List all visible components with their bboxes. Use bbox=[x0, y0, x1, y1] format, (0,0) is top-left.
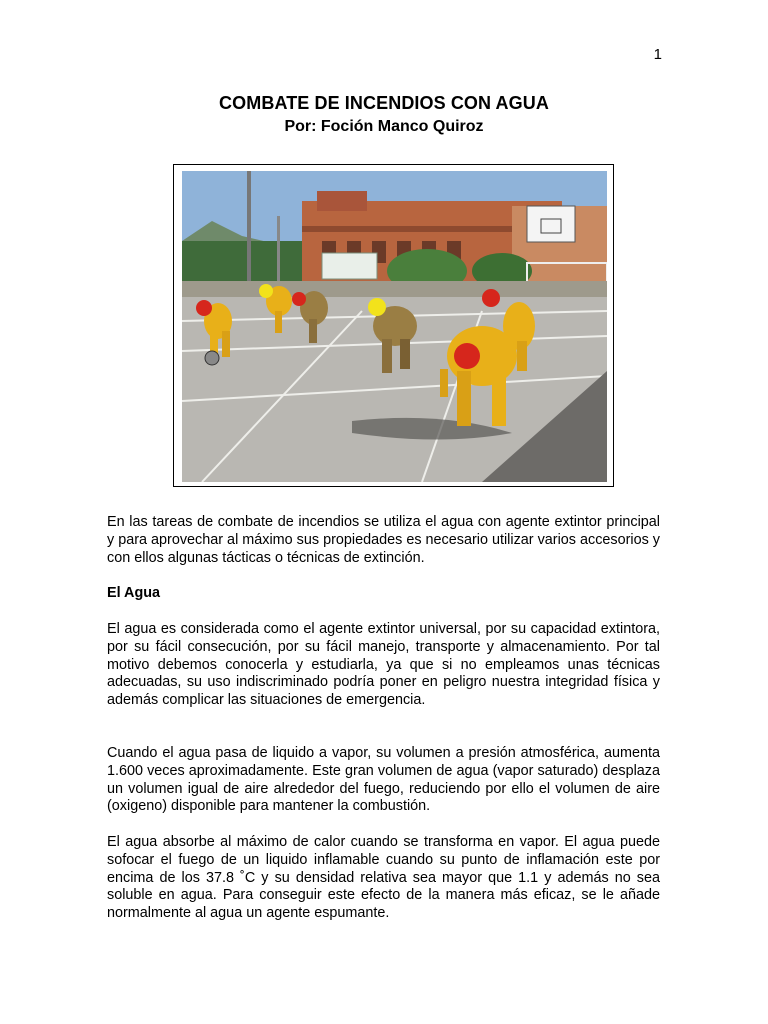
photo-wall bbox=[182, 281, 607, 299]
section-heading-el-agua: El Agua bbox=[107, 585, 161, 601]
intro-paragraph: En las tareas de combate de incendios se utiliza el agua con agente extintor principal y para aprovechar al máximo sus propiedades es necesario utilizar varios accesorios y con ellos algunas tácticas o técnicas de extinción. bbox=[107, 514, 660, 566]
photo-frame bbox=[173, 164, 614, 487]
document-author: Por: Foción Manco Quiroz bbox=[284, 118, 484, 135]
page-number: 1 bbox=[653, 46, 662, 63]
document-title: COMBATE DE INCENDIOS CON AGUA bbox=[219, 93, 549, 113]
paragraph-agente-extintor: El agua es considerada como el agente extintor universal, por su capacidad extintora, por su fácil consecución, por su fácil manejo, transporte y almacenamiento. Por tal motivo debemos conocerla y estudiarla, ya que si no empleamos unas técnicas adecuadas, su uso indiscriminado podría poner en peligro nuestra integridad física y además complicar las situaciones de emergencia. bbox=[107, 621, 660, 709]
paragraph-absorcion-calor: El agua absorbe al máximo de calor cuando se transforma en vapor. El agua puede sofocar el fuego de un liquido inflamable cuando su punto de inflamación este por encima de los 37.8 ˚C y su densidad relativa sea mayor que 1.1 y además no sea soluble en agua. Para conseguir este efecto de la manera más eficaz, se le añade normalmente al agua un agente espumante. bbox=[107, 834, 660, 922]
photo-bus bbox=[322, 253, 377, 279]
photo-basketball-board bbox=[527, 206, 575, 242]
firefighters-training-photo bbox=[182, 171, 607, 482]
photo-pole bbox=[247, 171, 251, 296]
paragraph-vapor-volumen: Cuando el agua pasa de liquido a vapor, su volumen a presión atmosférica, aumenta 1.600 veces aproximadamente. Este gran volumen de agua (vapor saturado) desplaza un volumen igual de aire alrededor del fuego, reduciendo por ello el volumen de aire (oxigeno) disponible para mantener la combustión. bbox=[107, 745, 660, 815]
photo-building-roof bbox=[317, 191, 367, 211]
